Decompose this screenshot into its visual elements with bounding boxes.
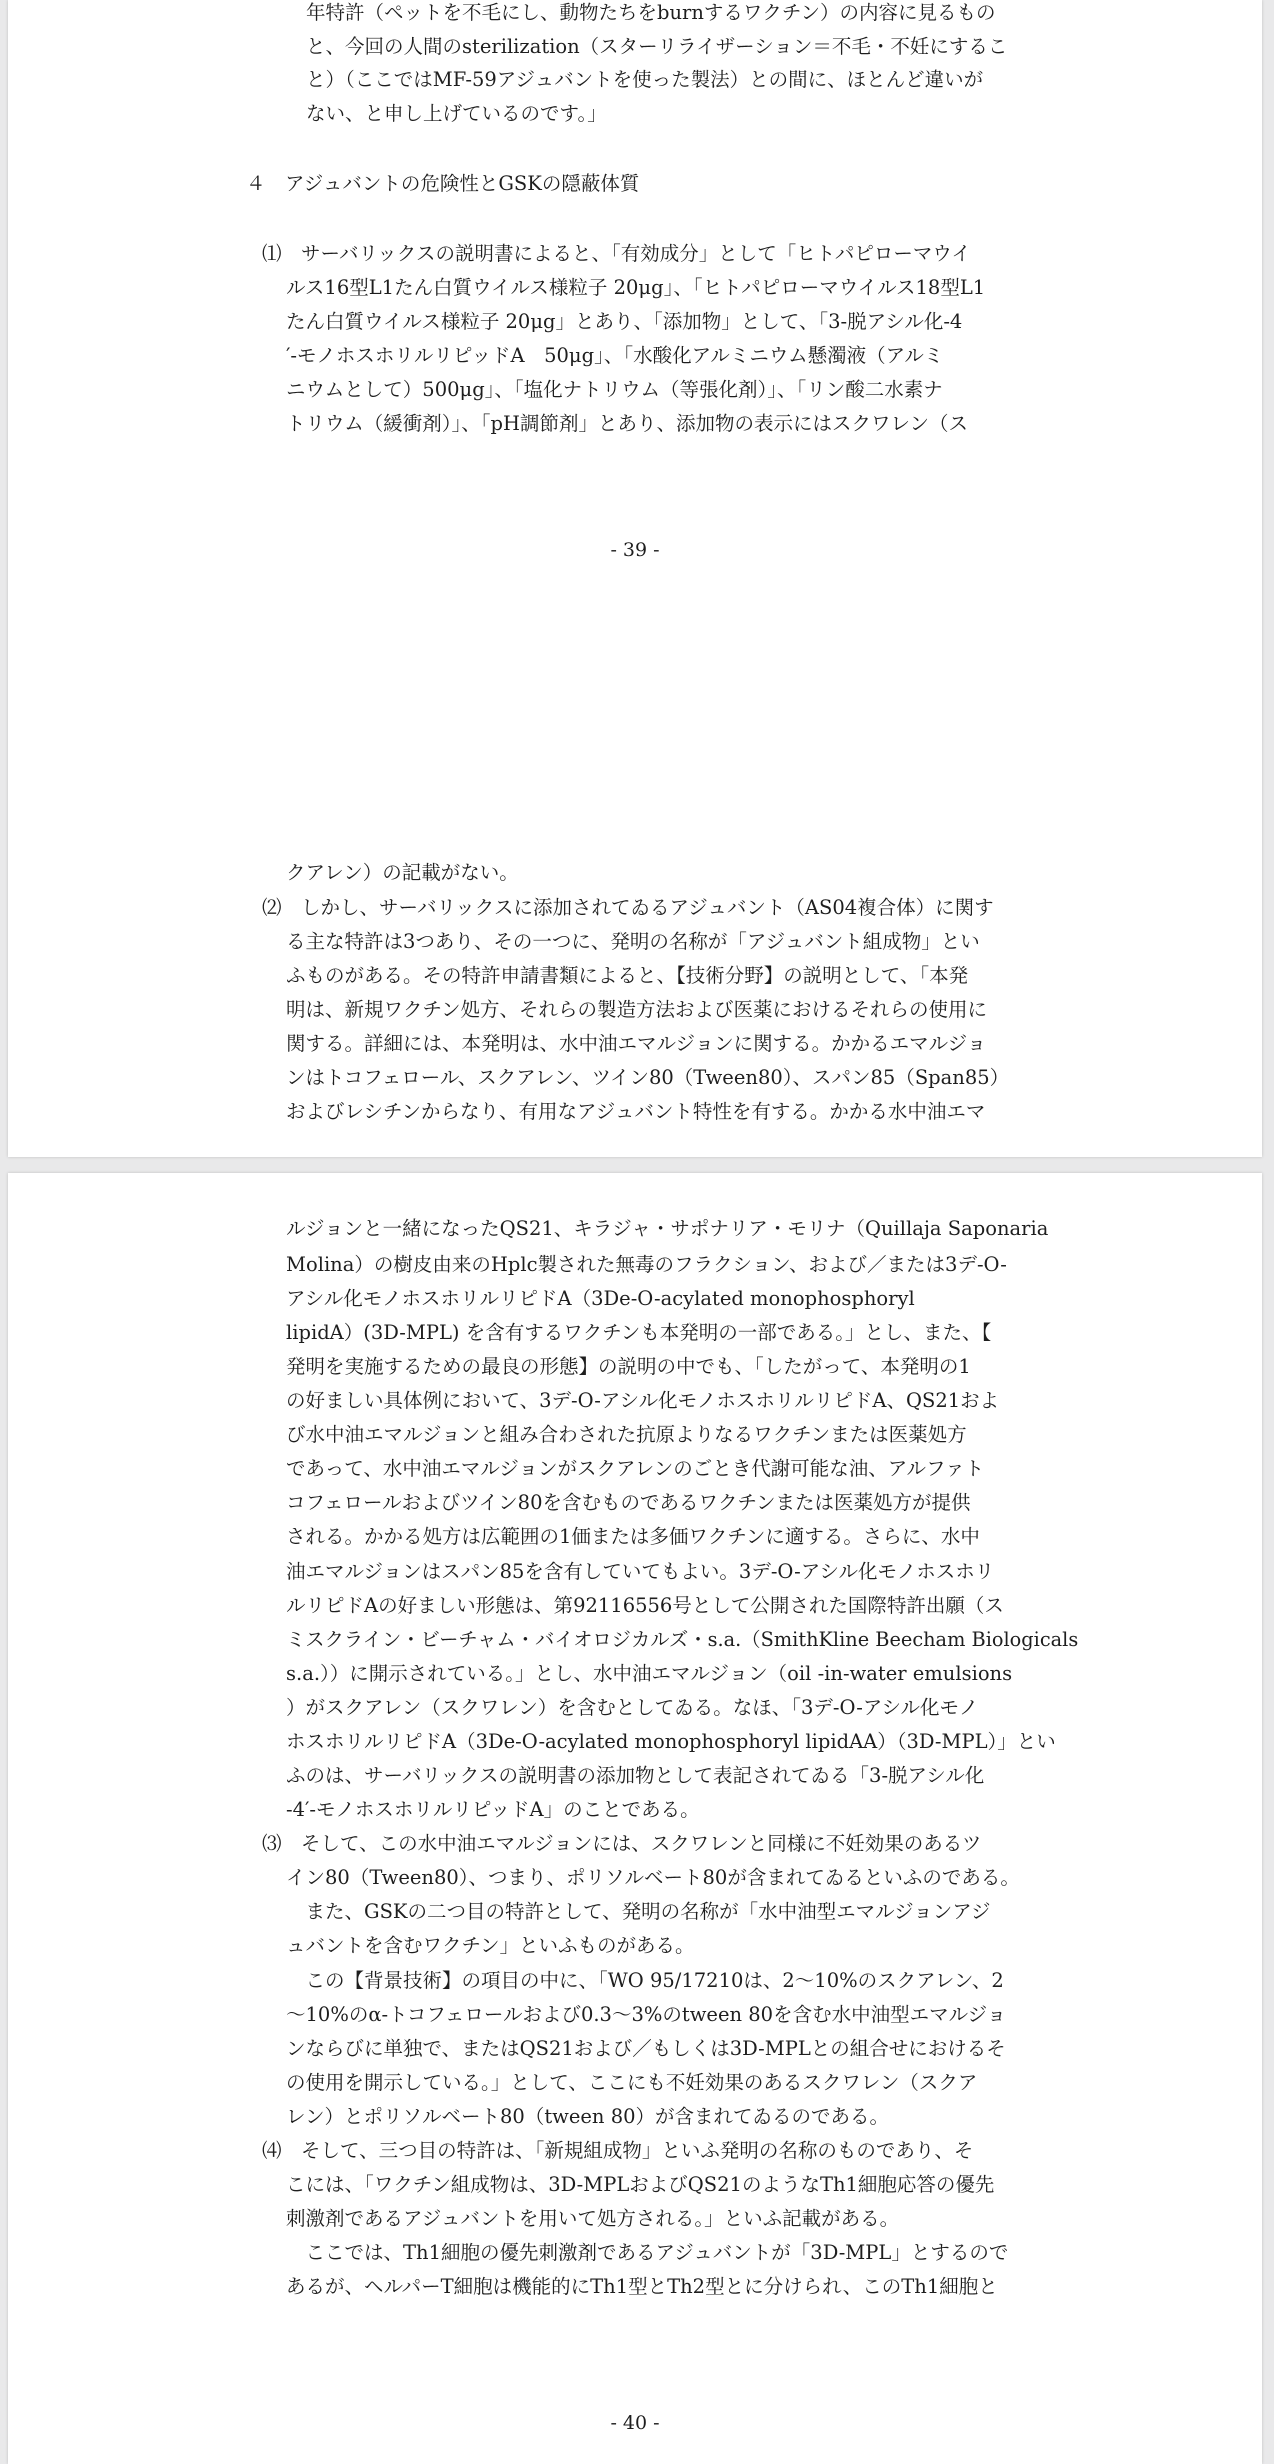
text-line: Molina）の樹皮由来のHplc製された無毒のフラクション、および／または3デ-O- <box>286 1253 1007 1276</box>
text-line: ない、と申し上げているのです。」 <box>306 102 607 125</box>
text-line: であって、水中油エマルジョンがスクアレンのごとき代謝可能な油、アルファト <box>286 1457 985 1480</box>
text-line: ⑴ サーバリックスの説明書によると、「有効成分」として「ヒトパピローマウイ <box>262 242 971 265</box>
page-number: - 39 - <box>610 539 660 561</box>
text-line: 関する。詳細には、本発明は、水中油エマルジョンに関する。かかるエマルジョ <box>286 1032 987 1055</box>
text-line: ここでは、Th1細胞の優先刺激剤であるアジュバントが「3D-MPL」とするので <box>286 2241 1009 2264</box>
text-line: と）（ここではMF-59アジュバントを使った製法）との間に、ほとんど違いが <box>306 68 984 91</box>
text-line: 〜10%のα-トコフェロールおよび0.3〜3%のtween 80を含む水中油型エマルジョ <box>286 2003 1007 2026</box>
text-line: 油エマルジョンはスパン85を含有していてもよい。3デ-O-アシル化モノホスホリ <box>286 1560 995 1583</box>
text-line: ュバントを含むワクチン」といふものがある。 <box>286 1934 695 1957</box>
text-line: ルス16型L1たん白質ウイルス様粒子 20μg」、「ヒトパピローマウイルス18型L1 <box>286 276 986 299</box>
text-line: この【背景技術】の項目の中に、「WO 95/17210は、2〜10%のスクアレン、2 <box>286 1969 1004 1992</box>
text-line: ふのは、サーバリックスの説明書の添加物として表記されてゐる「3-脱アシル化 <box>286 1764 985 1787</box>
text-line: ⑵ しかし、サーバリックスに添加されてゐるアジュバント（AS04複合体）に関す <box>262 896 994 919</box>
page-number: - 40 - <box>610 2412 660 2434</box>
text-line: ⑷ そして、三つ目の特許は、「新規組成物」といふ発明の名称のものであり、そ <box>262 2139 974 2162</box>
text-line: イン80（Tween80）、つまり、ポリソルベート80が含まれてゐるといふのである。 <box>286 1866 1020 1889</box>
text-line: lipidA）(3D-MPL) を含有するワクチンも本発明の一部である。」とし、また、【 <box>286 1321 992 1344</box>
text-line: される。かかる処方は広範囲の1価または多価ワクチンに適する。さらに、水中 <box>286 1525 980 1548</box>
text-line: あるが、ヘルパーT細胞は機能的にTh1型とTh2型とに分けられ、このTh1細胞と <box>286 2275 998 2298</box>
text-line: アシル化モノホスホリルリピドA（3De-O-acylated monophosphoryl <box>286 1287 915 1310</box>
text-line: ルジョンと一緒になったQS21、キラジャ・サポナリア・モリナ（Quillaja Saponaria <box>286 1217 1049 1240</box>
text-line: ホスホリルリピドA（3De-O-acylated monophosphoryl lipidAA）（3D-MPL）」とい <box>286 1730 1056 1753</box>
text-line: ）がスクアレン（スクワレン）を含むとしてゐる。なほ、「3デ-O-アシル化モノ <box>286 1696 979 1719</box>
text-line: レン）とポリソルベート80（tween 80）が含まれてゐるのである。 <box>286 2105 890 2128</box>
text-line: び水中油エマルジョンと組み合わされた抗原よりなるワクチンまたは医薬処方 <box>286 1423 967 1446</box>
text-line: ⑶ そして、この水中油エマルジョンには、スクワレンと同様に不妊効果のあるツ <box>262 1832 982 1855</box>
text-line: こには、「ワクチン組成物は、3D-MPLおよびQS21のようなTh1細胞応答の優先 <box>286 2173 995 2196</box>
text-line: およびレシチンからなり、有用なアジュバント特性を有する。かかる水中油エマ <box>286 1100 986 1123</box>
text-line: の好ましい具体例において、3デ-O-アシル化モノホスホリルリピドA、QS21およ <box>286 1389 1000 1412</box>
text-line: 刺激剤であるアジュバントを用いて処方される。」といふ記載がある。 <box>286 2207 900 2230</box>
text-line: ルリピドAの好ましい形態は、第92116556号として公開された国際特許出願（ス <box>286 1594 1004 1617</box>
text-line: また、GSKの二つ目の特許として、発明の名称が「水中油型エマルジョンアジ <box>286 1900 991 1923</box>
document-page-39 <box>8 0 1262 1157</box>
text-line: トリウム（緩衝剤）」、「pH調節剤」とあり、添加物の表示にはスクワレン（ス <box>286 412 969 435</box>
text-line: たん白質ウイルス様粒子 20μg」とあり、「添加物」として、「3-脱アシル化-4 <box>286 310 963 333</box>
text-line: s.a.））に開示されている。」とし、水中油エマルジョン（oil -in-water emulsions <box>286 1662 1013 1685</box>
text-line: ンはトコフェロール、スクアレン、ツイン80（Tween80）、スパン85（Span85） <box>286 1066 1010 1089</box>
text-line: 明は、新規ワクチン処方、それらの製造方法および医薬におけるそれらの使用に <box>286 998 988 1021</box>
text-line: -4′-モノホスホリルリピッドA」のことである。 <box>286 1798 700 1821</box>
text-line: の使用を開示している。」として、ここにも不妊効果のあるスクワレン（スクア <box>286 2071 978 2094</box>
text-line: と、今回の人間のsterilization（スターリライザーション＝不毛・不妊にするこ <box>306 35 1008 58</box>
text-line: ふものがある。その特許申請書類によると、【技術分野】の説明として、「本発 <box>286 964 969 987</box>
text-line: 発明を実施するための最良の形態】の説明の中でも、「したがって、本発明の1 <box>286 1355 971 1378</box>
text-line: ′-モノホスホリルリピッドA 50μg」、「水酸化アルミニウム懸濁液（アルミ <box>286 344 944 367</box>
text-line: ニウムとして）500μg」、「塩化ナトリウム（等張化剤）」、「リン酸二水素ナ <box>286 378 943 401</box>
document-page-40 <box>8 1173 1262 2464</box>
text-line: クアレン）の記載がない。 <box>286 861 519 884</box>
section-heading: ４ アジュバントの危険性とGSKの隠蔽体質 <box>246 172 640 195</box>
text-line: ンならびに単独で、またはQS21および／もしくは3D-MPLとの組合せにおけるそ <box>286 2037 1006 2060</box>
text-line: る主な特許は3つあり、その一つに、発明の名称が「アジュバント組成物」とい <box>286 930 980 953</box>
text-line: ミスクライン・ビーチャム・バイオロジカルズ・s.a.（SmithKline Beecham Biologicals <box>286 1628 1079 1651</box>
text-line: コフェロールおよびツイン80を含むものであるワクチンまたは医薬処方が提供 <box>286 1491 971 1514</box>
text-line: 年特許（ペットを不毛にし、動物たちをburnするワクチン）の内容に見るもの <box>306 1 996 24</box>
